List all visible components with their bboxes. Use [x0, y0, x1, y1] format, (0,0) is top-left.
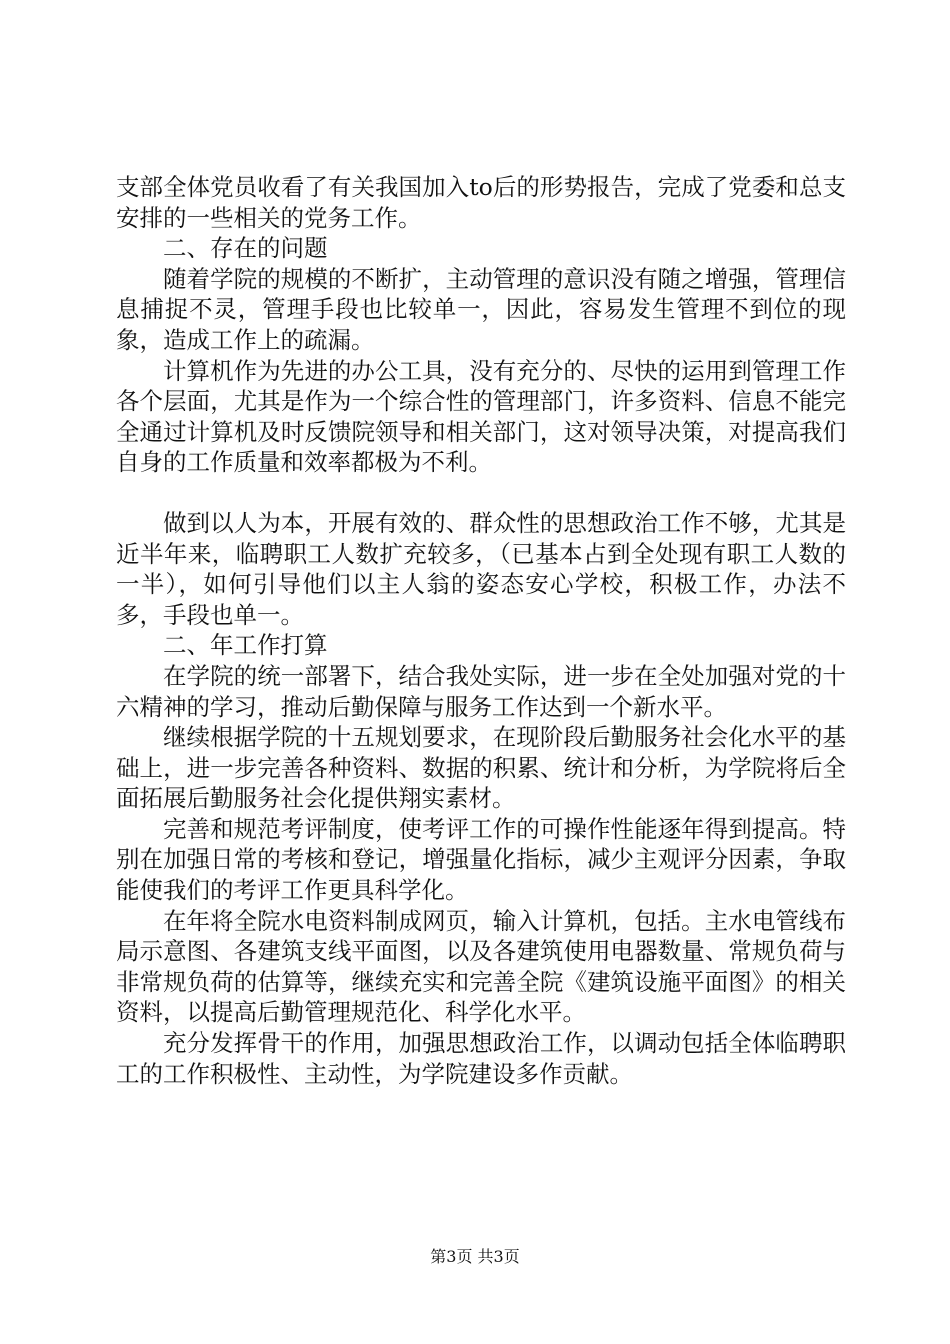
paragraph-evaluation-system: 完善和规范考评制度，使考评工作的可操作性能逐年得到提高。特别在加强日常的考核和登记，增强量化指标，减少主观评分因素，争取能使我们的考评工作更具科学化。 — [116, 814, 846, 905]
section-heading-problems: 二、存在的问题 — [163, 234, 328, 263]
paragraph-planning-requirements: 继续根据学院的十五规划要求，在现阶段后勤服务社会化水平的基础上，进一步完善各种资料、数据的积累、统计和分析，为学院将后全面拓展后勤服务社会化提供翔实素材。 — [116, 723, 846, 813]
page-footer: 第3页 共3页 — [430, 1247, 520, 1266]
paragraph-computer-usage: 计算机作为先进的办公工具，没有充分的、尽快的运用到管理工作各个层面，尤其是作为一个综合性的管理部门，许多资料、信息不能完全通过计算机及时反馈院领导和相关部门，这对领导决策，对提高我们自身的工作质量和效率都极为不利。 — [116, 356, 846, 477]
document-body — [116, 172, 846, 1089]
paragraph-backbone-role: 充分发挥骨干的作用，加强思想政治工作，以调动包括全体临聘职工的工作积极性、主动性，为学院建设多作贡献。 — [116, 1029, 846, 1088]
paragraph-people-oriented: 做到以人为本，开展有效的、群众性的思想政治工作不够，尤其是近半年来，临聘职工人数扩充较多，（已基本占到全处现有职工人数的一半），如何引导他们以主人翁的姿态安心学校，积极工作，办法不多，手段也单一。 — [116, 508, 846, 629]
section-heading-work-plan: 二、年工作打算 — [163, 631, 328, 660]
paragraph-utility-webpages: 在年将全院水电资料制成网页，输入计算机，包括。主水电管线布局示意图、各建筑支线平面图，以及各建筑使用电器数量、常规负荷与非常规负荷的估算等，继续充实和完善全院《建筑设施平面图》的相关资料，以提高后勤管理规范化、科学化水平。 — [116, 906, 846, 1027]
paragraph-study-plan: 在学院的统一部署下，结合我处实际，进一步在全处加强对党的十六精神的学习，推动后勤保障与服务工作达到一个新水平。 — [116, 661, 846, 721]
paragraph-continuation: 支部全体党员收看了有关我国加入to后的形势报告，完成了党委和总支安排的一些相关的党务工作。 — [116, 173, 846, 232]
paragraph-management-awareness: 随着学院的规模的不断扩，主动管理的意识没有随之增强，管理信息捕捉不灵，管理手段也比较单一，因此，容易发生管理不到位的现象，造成工作上的疏漏。 — [116, 264, 846, 354]
